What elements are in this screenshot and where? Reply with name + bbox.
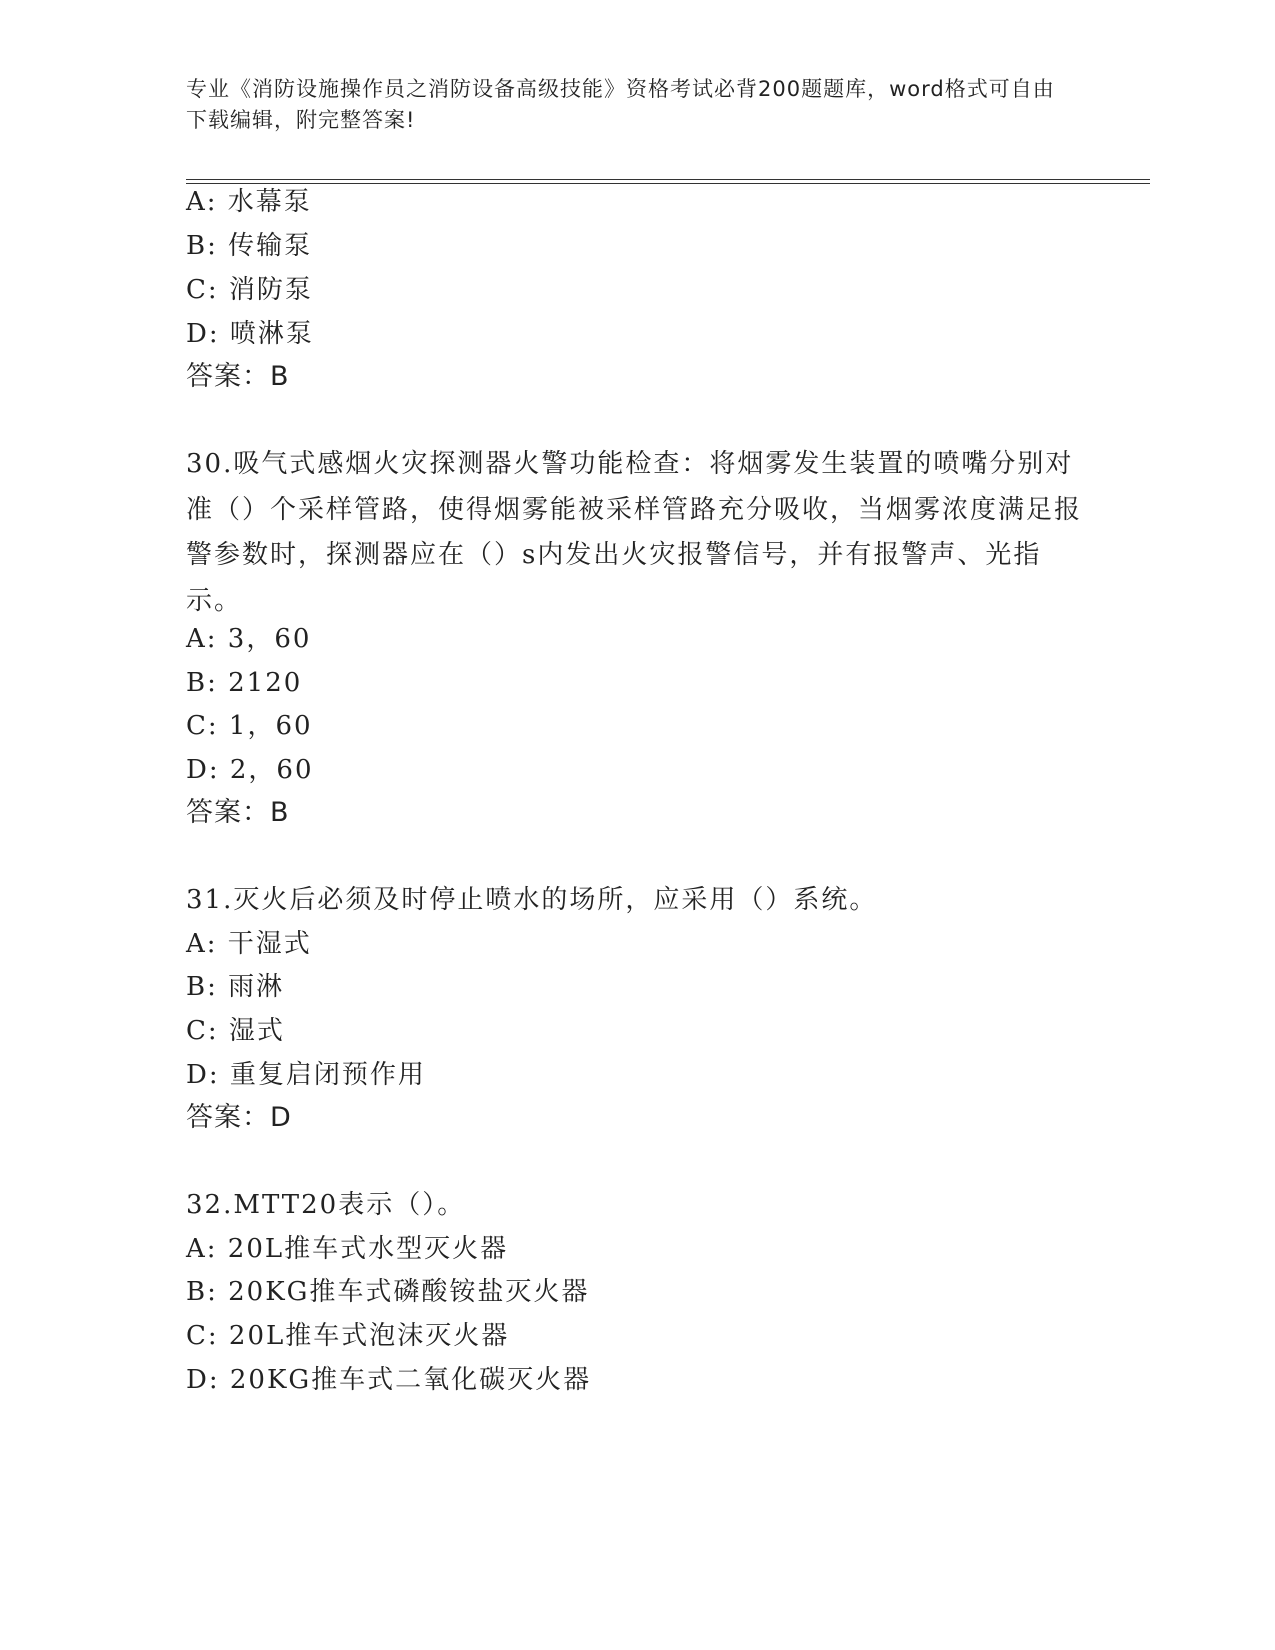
q30-option-d: D: 2，60 <box>186 755 314 785</box>
q30-stem: 30.吸气式感烟火灾探测器火警功能检查：将烟雾发生装置的喷嘴分别对准（）个采样管路，使得烟雾能被采样管路充分吸收，当烟雾浓度满足报警参数时，探测器应在（）s内发出火灾报警信号，并有报警声、光指示。 <box>186 449 1083 616</box>
q31-option-d: D: 重复启闭预作用 <box>186 1060 426 1090</box>
q30-option-b: B: 2120 <box>186 668 303 698</box>
q32-option-b: B: 20KG推车式磷酸铵盐灭火器 <box>186 1277 590 1307</box>
q31-option-b: B: 雨淋 <box>186 972 285 1002</box>
q29-answer: 答案：B <box>186 361 290 392</box>
q29-option-d: D: 喷淋泵 <box>186 319 314 349</box>
q30-answer: 答案：B <box>186 797 290 828</box>
q32-option-c: C: 20L推车式泡沫灭火器 <box>186 1321 510 1351</box>
q32-option-d: D: 20KG推车式二氧化碳灭火器 <box>186 1365 592 1395</box>
q31-stem: 31.灭火后必须及时停止喷水的场所，应采用（）系统。 <box>186 885 878 915</box>
q31-option-c: C: 湿式 <box>186 1016 285 1046</box>
q32-stem: 32.MTT20表示（）。 <box>186 1190 466 1220</box>
q29-option-a: A: 水幕泵 <box>186 187 312 217</box>
q29-option-c: C: 消防泵 <box>186 275 313 305</box>
q30-option-a: A: 3，60 <box>186 624 312 654</box>
q29-option-b: B: 传输泵 <box>186 231 313 261</box>
q31-option-a: A: 干湿式 <box>186 929 312 959</box>
q32-option-a: A: 20L推车式水型灭火器 <box>186 1234 509 1264</box>
document-header: 专业《消防设施操作员之消防设备高级技能》资格考试必背200题题库，word格式可自由下载编辑，附完整答案! <box>186 77 1055 132</box>
q31-answer: 答案：D <box>186 1102 292 1133</box>
q30-option-c: C: 1，60 <box>186 711 313 741</box>
